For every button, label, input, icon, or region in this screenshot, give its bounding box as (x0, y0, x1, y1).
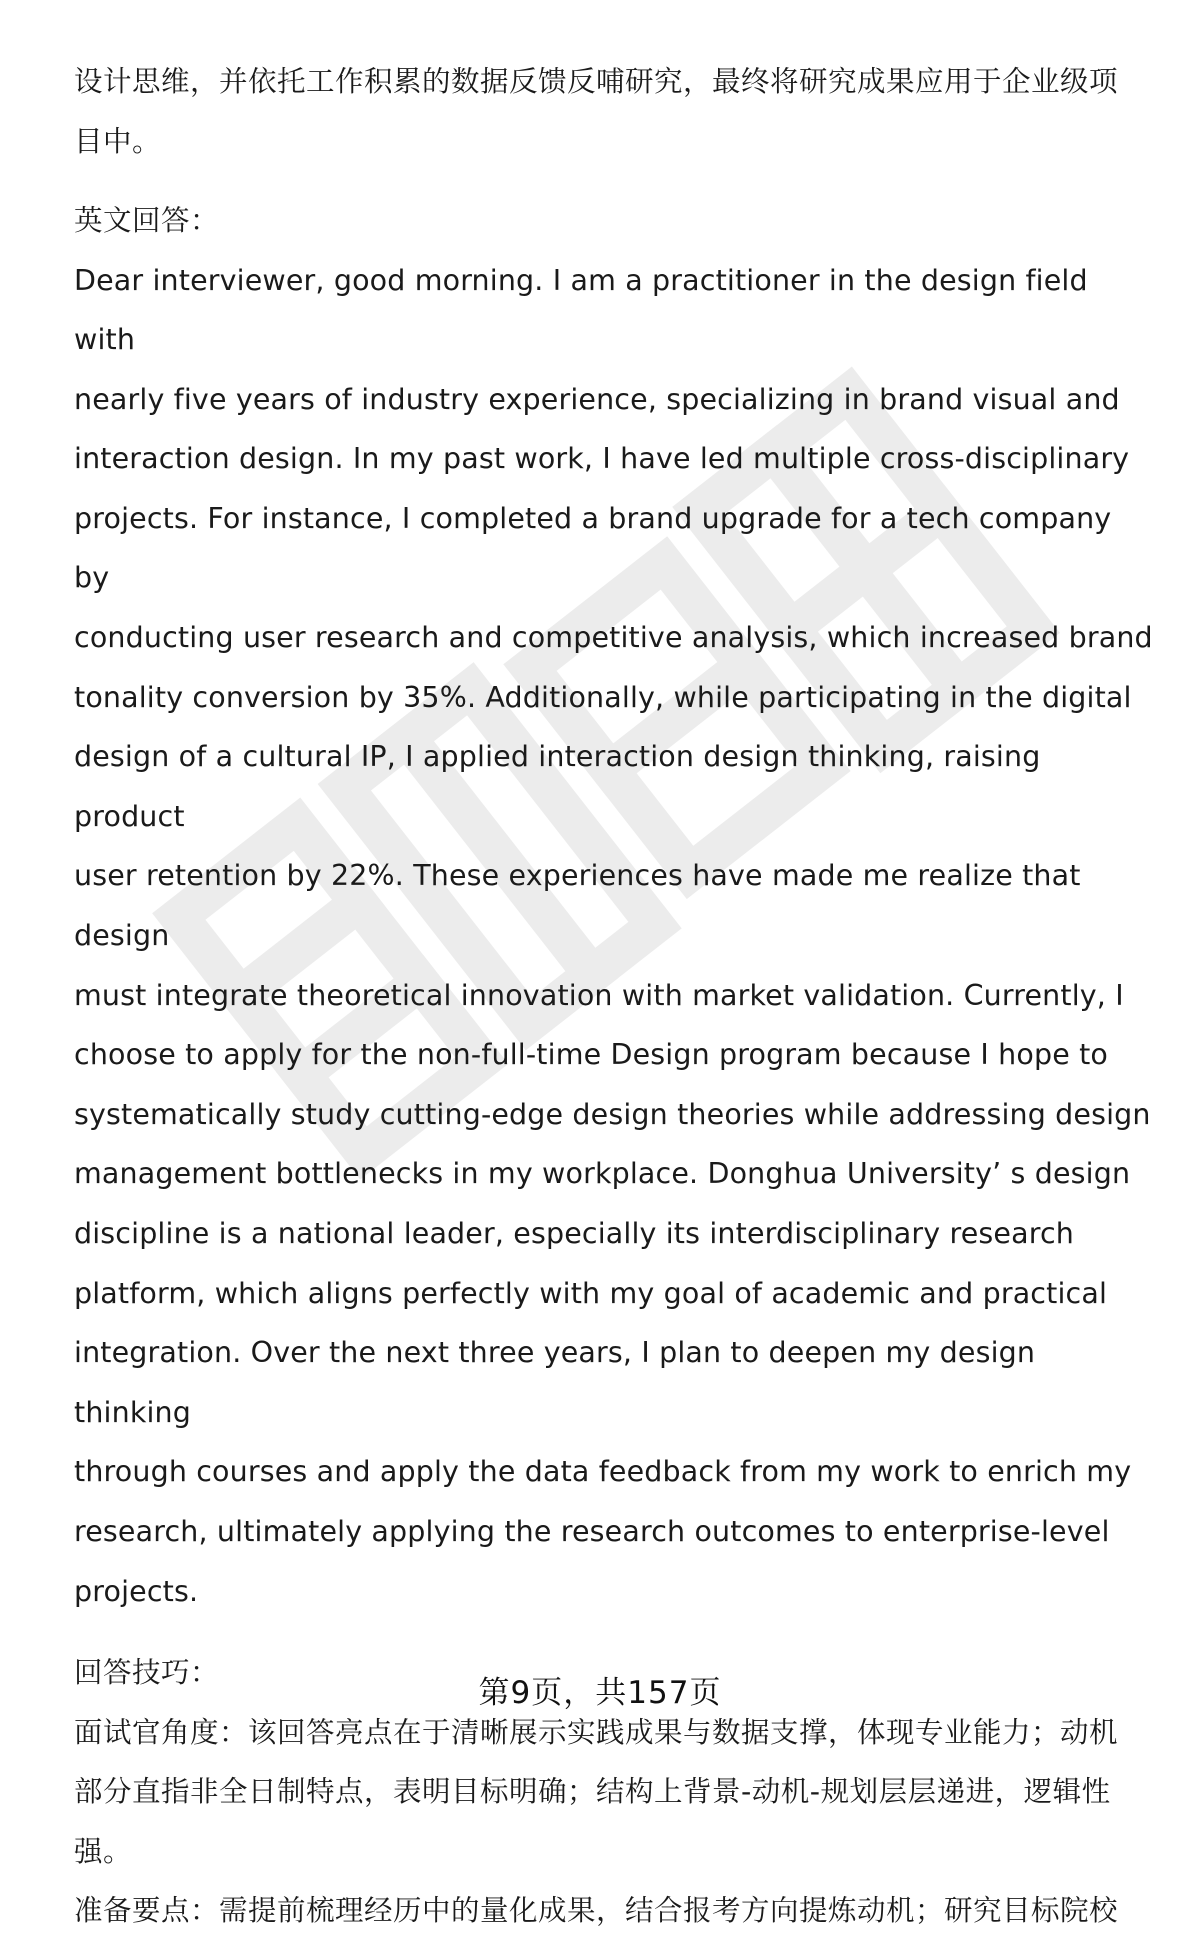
text-line: platform, which aligns perfectly with my goal of academic and practical (74, 1276, 1108, 1310)
english-answer-heading: 英文回答： (74, 204, 220, 237)
text-line: tonality conversion by 35%. Additionally, while participating in the digital (74, 680, 1132, 714)
preparation-points (74, 1881, 1154, 1941)
text-line: 部分直指非全日制特点，表明目标明确；结构上背景-动机-规划层层递进，逻辑性 (74, 1775, 1111, 1809)
intro-continuation (74, 52, 1154, 171)
text-line: conducting user research and competitive analysis, which increased brand (74, 621, 1153, 655)
text-line: choose to apply for the non-full-time Design program because I hope to (74, 1038, 1108, 1072)
text-line: research, ultimately applying the research outcomes to enterprise-level (74, 1514, 1110, 1548)
text-line: user retention by 22%. These experiences have made me realize that design (74, 859, 1081, 953)
text-line: must integrate theoretical innovation with market validation. Currently, I (74, 978, 1124, 1012)
text-line: management bottlenecks in my workplace. Donghua University’ s design (74, 1157, 1131, 1191)
page-content (74, 52, 1154, 1941)
text-line: 目中。 (74, 124, 162, 158)
text-line: projects. (74, 1574, 199, 1608)
page-footer: 第9页，共157页 (478, 1675, 722, 1711)
answer-tips-heading: 回答技巧： (74, 1656, 220, 1690)
text-line: Dear interviewer, good morning. I am a practitioner in the design field with (74, 263, 1088, 357)
interviewer-view (74, 1703, 1154, 1882)
english-answer (74, 251, 1154, 1622)
text-line: interaction design. In my past work, I have led multiple cross-disciplinary (74, 442, 1130, 476)
text-line: 设计思维，并依托工作积累的数据反馈反哺研究，最终将研究成果应用于企业级项 (74, 65, 1119, 98)
text-line: through courses and apply the data feedback from my work to enrich my (74, 1455, 1132, 1489)
text-line: nearly five years of industry experience, specializing in brand visual and (74, 382, 1120, 416)
text-line: design of a cultural IP, I applied interaction design thinking, raising product (74, 740, 1041, 833)
text-line: 强。 (74, 1834, 133, 1868)
text-line: 面试官角度：该回答亮点在于清晰展示实践成果与数据支撑，体现专业能力；动机 (74, 1715, 1119, 1749)
text-line: discipline is a national leader, especially its interdisciplinary research (74, 1217, 1074, 1250)
text-line: projects. For instance, I completed a brand upgrade for a tech company by (74, 501, 1112, 595)
text-line: systematically study cutting-edge design theories while addressing design (74, 1097, 1151, 1131)
text-line: integration. Over the next three years, I plan to deepen my design thinking (74, 1336, 1036, 1429)
text-line: 准备要点：需提前梳理经历中的量化成果，结合报考方向提炼动机；研究目标院校 (74, 1894, 1119, 1928)
